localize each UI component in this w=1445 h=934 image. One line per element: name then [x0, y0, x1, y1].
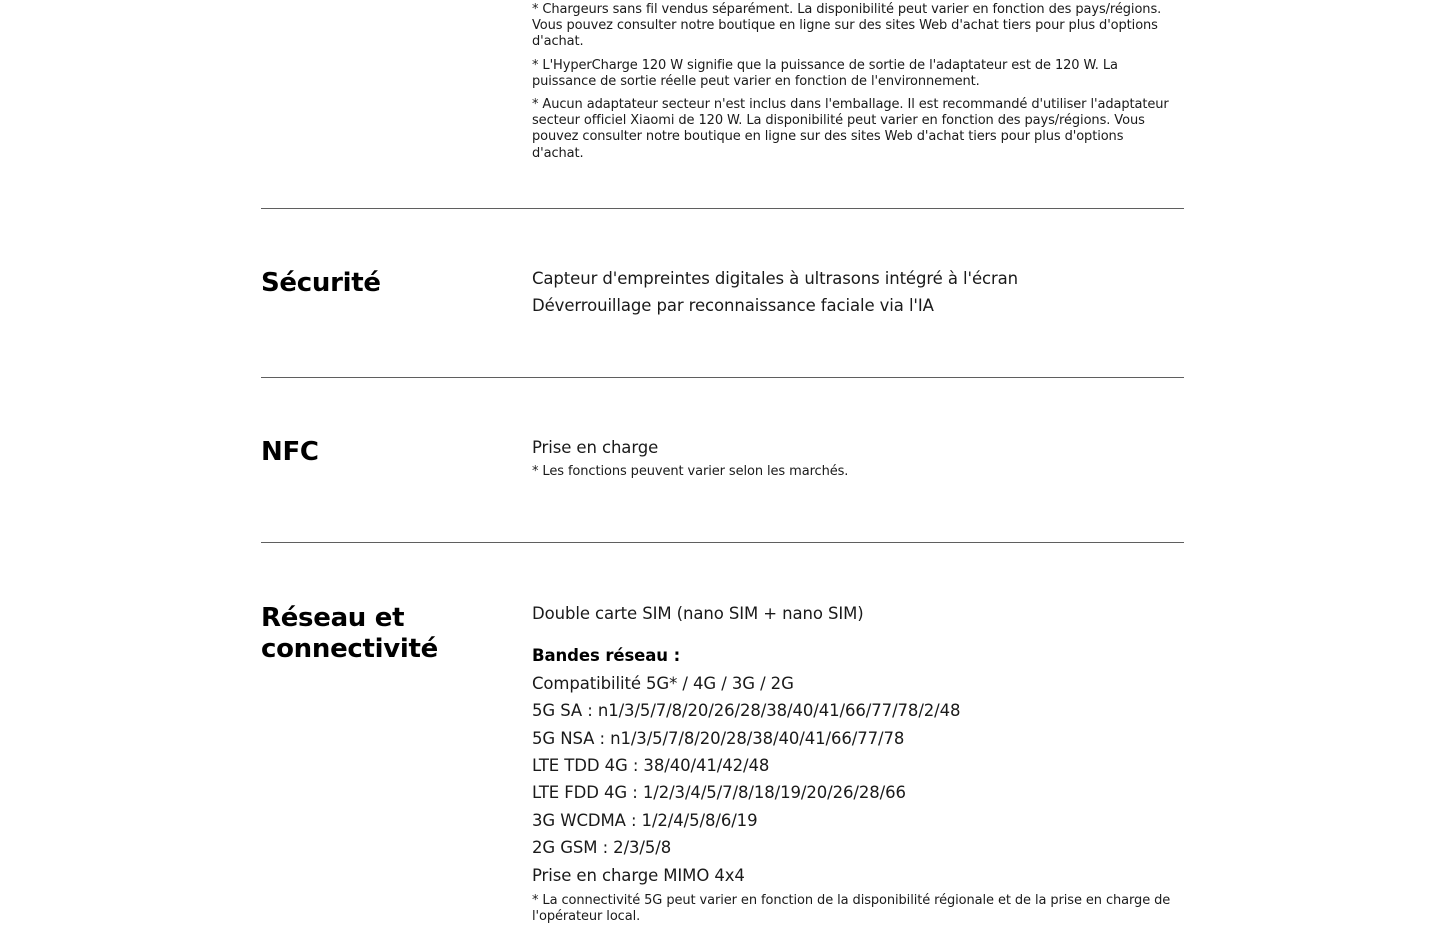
network-5g-note: * La connectivité 5G peut varier en fonction de la disponibilité régionale et de la prise en charge de l'opérateur local. — [532, 893, 1171, 925]
network-band-lte-fdd: LTE FDD 4G : 1/2/3/4/5/7/8/18/19/20/26/28/66 — [532, 783, 906, 803]
network-sim: Double carte SIM (nano SIM + nano SIM) — [532, 604, 864, 623]
network-mimo: Prise en charge MIMO 4x4 — [532, 865, 745, 885]
network-band-5g-nsa: 5G NSA : n1/3/5/7/8/20/28/38/40/41/66/77/78 — [532, 728, 905, 748]
network-specs — [532, 600, 1172, 925]
network-title-line1: Réseau et — [261, 603, 405, 633]
security-fingerprint: Capteur d'empreintes digitales à ultrasons intégré à l'écran — [532, 269, 1019, 288]
network-band-3g: 3G WCDMA : 1/2/4/5/8/6/19 — [532, 810, 758, 830]
security-face-unlock: Déverrouillage par reconnaissance faciale via l'IA — [532, 296, 934, 316]
network-title — [261, 603, 501, 665]
security-specs — [532, 265, 1172, 320]
nfc-title: NFC — [261, 437, 319, 467]
network-title-line2: connectivité — [261, 634, 439, 664]
section-divider — [261, 377, 1184, 378]
nfc-note: * Les fonctions peuvent varier selon les marchés. — [532, 464, 849, 480]
network-bands-heading: Bandes réseau : — [532, 646, 681, 666]
section-divider — [261, 542, 1184, 543]
charging-note-adapter: * Aucun adaptateur secteur n'est inclus dans l'emballage. Il est recommandé d'utiliser l'adaptateur secteur officiel Xiaomi de 120 W. La disponibilité peut varier en fonction des pays/régions. Vous pouvez consulter notre boutique en ligne sur des sites Web d'achat tiers pour plus d'options d'achat. — [532, 97, 1169, 161]
nfc-support: Prise en charge — [532, 438, 659, 457]
section-divider — [261, 208, 1184, 209]
charging-notes — [532, 2, 1172, 169]
network-band-2g: 2G GSM : 2/3/5/8 — [532, 838, 672, 858]
security-title: Sécurité — [261, 268, 381, 298]
network-band-compat: Compatibilité 5G* / 4G / 3G / 2G — [532, 673, 794, 693]
nfc-specs — [532, 434, 1172, 481]
network-band-5g-sa: 5G SA : n1/3/5/7/8/20/26/28/38/40/41/66/77/78/2/48 — [532, 701, 961, 721]
network-band-lte-tdd: LTE TDD 4G : 38/40/41/42/48 — [532, 756, 770, 776]
charging-note-hypercharge: * L'HyperCharge 120 W signifie que la puissance de sortie de l'adaptateur est de 120 W. La puissance de sortie réelle peut varier en fonction de l'environnement. — [532, 57, 1118, 89]
charging-note-wireless: * Chargeurs sans fil vendus séparément. La disponibilité peut varier en fonction des pays/régions. Vous pouvez consulter notre boutique en ligne sur des sites Web d'achat tiers pour plus d'options d'achat. — [532, 2, 1162, 50]
